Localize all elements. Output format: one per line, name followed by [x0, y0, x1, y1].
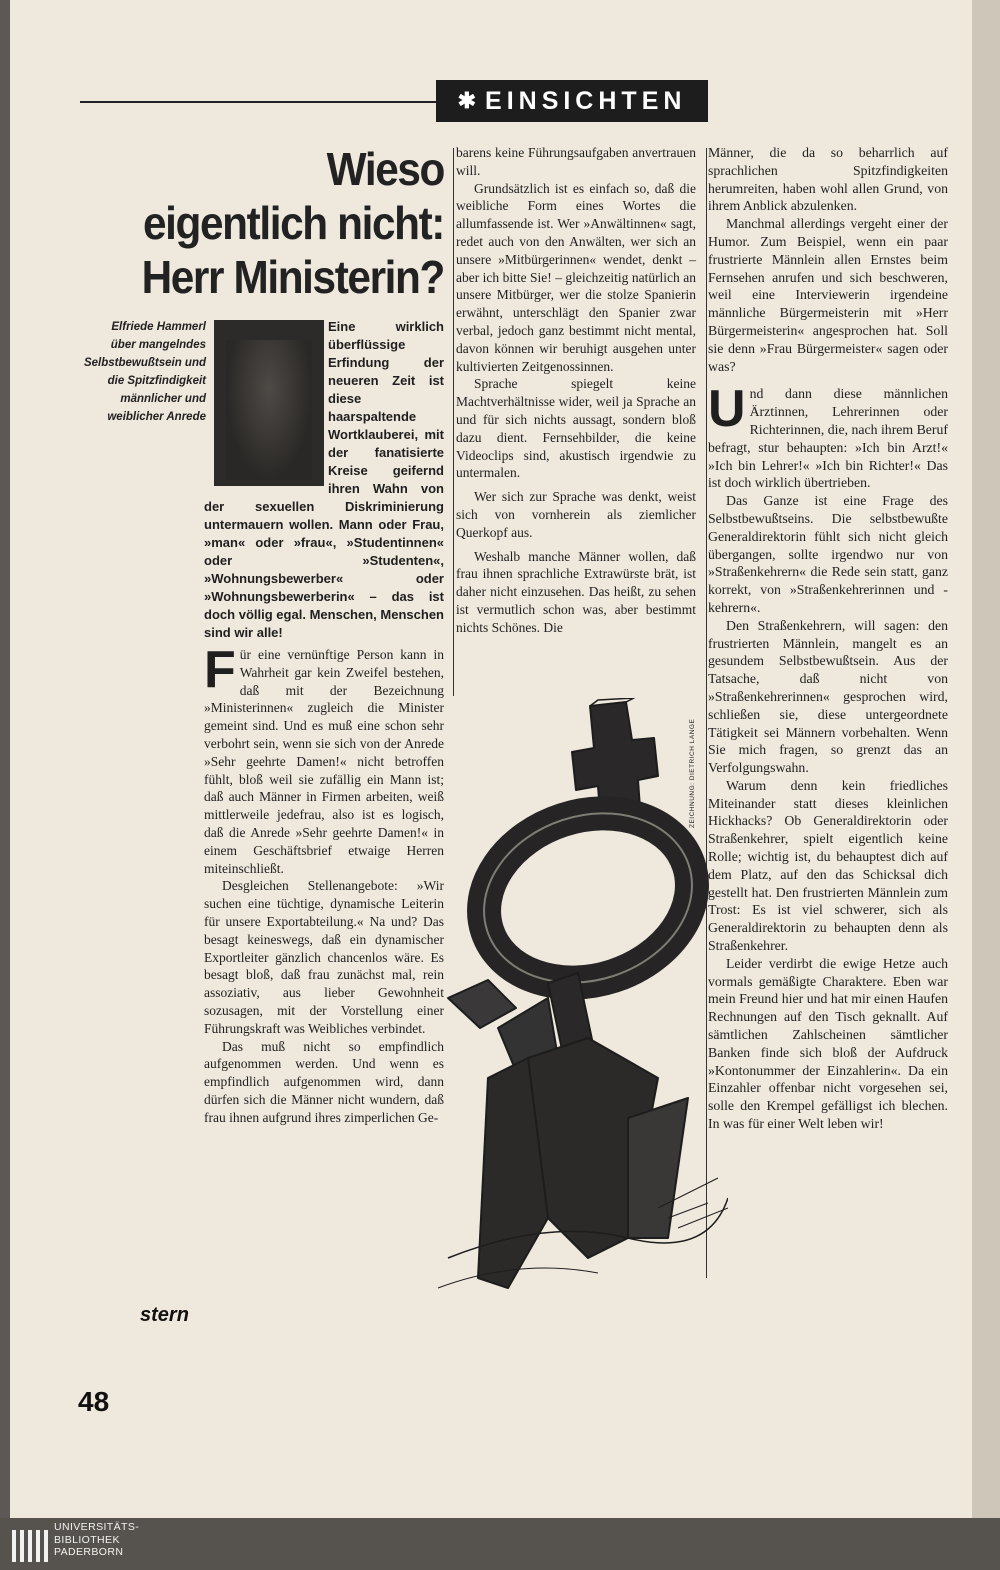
section-label: EINSICHTEN	[485, 86, 687, 115]
article-column-2	[456, 144, 696, 637]
paragraph: ür eine vernünftige Person kann in Wahrheit gar kein Zweifel bestehen, daß mit der Bezeichnung »Ministerinnen« zugleich die Minister gemeint sind. Und es muß eine schon sehr verbohrt sein, wenn sie sich von der Anrede »Sehr geehrte Damen!« nicht betroffen fühlt, bloß weil sie zufällig ein Mann ist; daß auch Männer in Firmen arbeiten, weiß mittlerweile jedefrau, also ist es logisch, daß die Anrede »Sehr geehrte Damen!« in einem Geschäftsbrief etwaige Herren miteinschließt.	[204, 647, 444, 876]
paragraph: Manchmal allerdings vergeht einer der Humor. Zum Beispiel, wenn ein paar frustrierte Männlein allen Ernstes beim Fernsehen anrufen und sich beschweren, weil eine Interviewerin irgendeine männliche Bürgermeisterin mit »Herr Bürgermeisterin« angesprochen hat. Soll sie denn »Frau Bürgermeister« sagen oder was?	[708, 216, 948, 374]
article-column-3	[708, 144, 948, 1133]
paragraph: barens keine Führungsaufgaben anvertrauen will.	[456, 145, 696, 178]
dropcap-u: U	[708, 380, 746, 439]
page-edge	[972, 0, 1000, 1518]
lead-text: Eine wirklich überflüssige Erfindung der neueren Zeit ist diese haarspaltende Wortklauberei, mit der fanatisierte Kreise geifernd ihren Wahn von der sexuellen Diskriminierung untermauern wollen. Mann oder Frau, »man« oder »frau«, »Studentinnen« oder »Studenten«, »Wohnungsbewerber« oder »Wohnungsbewerberin« – das ist doch völlig egal. Menschen, Menschen sind wir alle!	[204, 319, 444, 640]
paragraph: Das Ganze ist eine Frage des Selbstbewußtseins. Die selbstbewußte Generaldirektorin fühlt sich nicht gleich übergangen, sollte irgendwo nur von »Straßenkehrern« die Rede sein statt, ganz korrekt, von »Straßenkehrerinnen und -kehrern«.	[708, 493, 948, 615]
paragraph: Leider verdirbt die ewige Hetze auch vormals gemäßigte Charaktere. Eben war mein Freund hier und hat mir einen Haufen Rechnungen auf den Tisch geknallt. Auf sämtlichen Zahlscheinen sämtlicher Banken finde sich bloß der Aufdruck »Kontonummer der Einzahlerin«. Da ein Einzahler offenbar nicht vorgesehen sei, solle den Krempel gefälligst ich blechen. In was für einer Welt leben wir!	[708, 955, 948, 1132]
star-icon: ✱	[457, 88, 482, 113]
section-header	[436, 80, 708, 122]
byline-line: über mangelndes	[110, 339, 206, 351]
illustration-credit: ZEICHNUNG: DIETRICH LANGE	[689, 718, 696, 828]
byline	[60, 318, 206, 426]
byline-line: weiblicher Anrede	[107, 411, 206, 423]
stern-signature: stern	[140, 1304, 189, 1326]
paragraph: Wer sich zur Sprache was denkt, weist sich von vornherein als ziemlicher Querkopf aus.	[456, 489, 696, 540]
article-column-1	[204, 641, 444, 1127]
paragraph: Warum denn kein friedliches Miteinander statt dieses kleinlichen Hickhacks? Ob Generaldirektorin oder Straßenkehrer, spielt eigentlich keine Rolle; wichtig ist, du behauptest dich auf dem Platz, auf den das Schicksal dich gestellt hat. Den frustrierten Männlein zum Trost: Es ist viel schwerer, sich als Generaldirektorin zu behaupten denn als Straßenkehrer.	[708, 777, 948, 954]
paragraph: Weshalb manche Männer wollen, daß frau ihnen sprachliche Extrawürste brät, ist daher nicht einzusehen. Das heißt, zu sehen ist vermutlich schon was, aber bestimmt nichts Schönes. Die	[456, 548, 696, 635]
paragraph: Das muß nicht so empfindlich aufgenommen werden. Und wenn es empfindlich aufgenommen wird, dann dürfen sich die Männer nicht wundern, daß frau ihnen aufgrund ihres zimperlichen Ge-	[204, 1038, 444, 1125]
paragraph: Männer, die da so beharrlich auf sprachlichen Spitzfindigkeiten herumreiten, haben wohl allen Grund, von ihrem Anblick abzulenken.	[708, 145, 948, 214]
byline-line: die Spitzfindigkeit	[107, 375, 206, 387]
paragraph: Den Straßenkehrern, will sagen: den frustrierten Männlein, mangelt es an gesundem Selbstbewußtsein. Aus der Tatsache, daß nicht von »Straßenkehrerinnen« gesprochen wird, schließen sie, diese untergeordnete Tätigkeit sei Männern vorbehalten. Wenn Sie mich fragen, so grenzt das an Verfolgungswahn.	[708, 617, 948, 776]
library-footer	[0, 1518, 1000, 1570]
dropcap-f: F	[204, 641, 236, 699]
bleed-through-text	[490, 54, 495, 75]
library-name	[54, 1521, 139, 1559]
headline	[104, 142, 444, 304]
paragraph: Grundsätzlich ist es einfach so, daß die weibliche Form eines Wortes die allumfassende ist. Wer »Anwältinnen« sagt, redet auch von den Anwälten, wer sich an unsere »Mitbürgerinnen« wendet, denkt – aber ich bitte Sie! – gleichzeitig natürlich an unsere Mitbürger, wer die stolze Spanierin erwähnt, unterschlägt den Spanier zwar verbal, jedoch ganz bestimmt nicht mental, davon können wir beruhigt ausgehen unter kultivierten Zeitgenossinnen.	[456, 180, 696, 374]
headline-line: eigentlich nicht:	[142, 197, 445, 249]
library-name-line: PADERBORN	[54, 1546, 124, 1558]
lead-paragraph	[204, 318, 444, 642]
byline-line: Elfriede Hammerl	[111, 321, 206, 333]
byline-line: Selbstbewußtsein und	[83, 357, 206, 369]
library-name-line: BIBLIOTHEK	[54, 1533, 120, 1546]
page-number: 48	[78, 1386, 110, 1417]
library-logo-icon	[10, 1526, 50, 1564]
library-name-line: UNIVERSITÄTS-	[54, 1521, 140, 1533]
paragraph: Sprache spiegelt keine Machtverhältnisse wider, weil ja Sprache an und für sich nichts aussagt, sondern bloß dazu dient. Fernsehbilder, die keine Videoclips sind, akustisch irgendwie zu untermalen.	[456, 376, 696, 481]
paragraph: Desgleichen Stellenangebote: »Wir suchen eine tüchtige, dynamische Leiterin für unsere Exportabteilung.« Na und? Das besagt keineswegs, daß ein dynamischer Exportleiter gänzlich chancenlos wäre. Es besagt bloß, daß frau zunächst mal, rein assoziativ, aus lieber Gewohnheit sozusagen, mit der Vorstellung einer Führungskraft was Weibliches verbindet.	[204, 878, 444, 1036]
paragraph: nd dann diese männlichen Ärztinnen, Lehrerinnen oder Richterinnen, die, nach ihrem Beruf befragt, stur behaupten: »Ich bin Arzt!« »Ich bin Lehrer!« »Ich bin Richter!« Das ist doch wirklich übertrieben.	[708, 386, 949, 491]
column-divider	[453, 148, 454, 696]
headline-line: Herr Ministerin?	[141, 251, 444, 303]
gender-symbol-illustration	[428, 698, 728, 1308]
header-rule	[80, 101, 436, 103]
headline-line: Wieso	[326, 143, 444, 195]
byline-line: männlicher und	[120, 393, 206, 405]
magazine-page	[10, 0, 972, 1518]
